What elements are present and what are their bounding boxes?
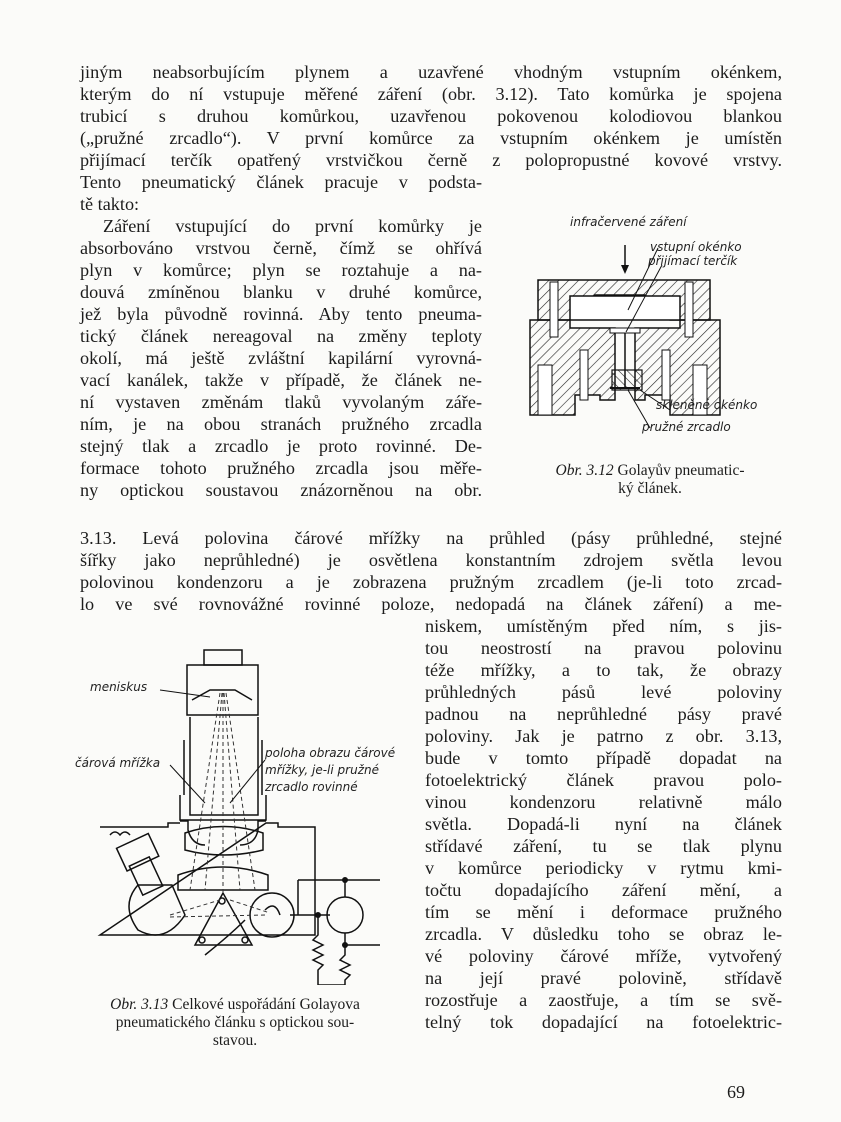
text-line: trubicí s druhou komůrkou, uzavřenou pokovenou kolodiovou blankou xyxy=(80,106,782,126)
text-line: polovinou kondenzoru a je zobrazena pružným zrcadlem (je-li toto zrcad- xyxy=(80,572,782,592)
text-line: Tento pneumatický článek pracuje v podsta- xyxy=(80,172,482,192)
text-line: světla. Dopadá-li nyní na článek xyxy=(425,814,782,834)
text-line: střídavé záření, tu se tlak plynu xyxy=(425,836,782,856)
text-line: jiným neabsorbujícím plynem a uzavřené vhodným vstupním okénkem, xyxy=(80,62,782,82)
text-line: telný tok dopadající na fotoelektric- xyxy=(425,1012,782,1032)
caption-text: ký článek. xyxy=(618,480,682,497)
label-entry-window: vstupní okénko xyxy=(650,240,742,254)
label-elastic-mirror: pružné zrcadlo xyxy=(642,420,731,434)
text-line: plyn v komůrce; plyn se roztahuje a na- xyxy=(80,260,482,280)
text-line: kterým do ní vstupuje měřené záření (obr. 3.12). Tato komůrka je spojena xyxy=(80,84,782,104)
text-line: na její pravé polovině, střídavě xyxy=(425,968,782,988)
text-line: ní vystaven změnám tlaků vyvolaným záře- xyxy=(80,392,482,412)
text-line: niskem, umístěným před ním, s jis- xyxy=(425,616,782,636)
label-image-position-3: zrcadlo rovinné xyxy=(265,780,358,794)
label-image-position-2: mřížky, je-li pružné xyxy=(265,763,379,777)
caption-text: Celkové uspořádání Golayova xyxy=(172,996,360,1013)
text-line: lo ve své rovnovážné rovinné poloze, nedopadá na článek záření) a me- xyxy=(80,594,782,614)
text-line: 3.13. Levá polovina čárové mřížky na průhled (pásy průhledné, stejné xyxy=(80,528,782,548)
text-line: bude v tomto případě dopadat na xyxy=(425,748,782,768)
text-line: vací kanálek, takže v případě, že článek ne- xyxy=(80,370,482,390)
text-line: ny optickou soustavou znázorněnou na obr. xyxy=(80,480,482,500)
figure-caption xyxy=(510,462,790,498)
caption-text: stavou. xyxy=(212,1032,258,1049)
text-line: absorbováno vrstvou černě, čímž se ohřívá xyxy=(80,238,482,258)
text-line: poloviny. Jak je patrno z obr. 3.13, xyxy=(425,726,782,746)
text-line: padnou na neprůhledné pásy pravé xyxy=(425,704,782,724)
text-line: točtu dopadajícího záření mění, a xyxy=(425,880,782,900)
text-line: Záření vstupující do první komůrky je xyxy=(103,216,482,236)
text-line: tou neostrostí na pravou polovinu xyxy=(425,638,782,658)
text-line: zrcadla. V důsledku toho se obraz le- xyxy=(425,924,782,944)
text-line: douvá zmíněnou blanku v druhé komůrce, xyxy=(80,282,482,302)
figure-caption xyxy=(70,996,400,1050)
text-line: ním, je na obou stranách pružného zrcadla xyxy=(80,414,482,434)
caption-prefix: Obr. 3.13 xyxy=(110,996,169,1013)
text-line: tický článek nereagoval na změny teploty xyxy=(80,326,482,346)
text-line: přijímací terčík opatřený vrstvičkou černě z polopropustné kovové vrstvy. xyxy=(80,150,782,170)
text-line: šířky jako neprůhledné) je osvětlena konstantním zdrojem světla levou xyxy=(80,550,782,570)
golay-cell-cross-section-diagram xyxy=(500,210,790,450)
label-glass-window: skleněné okénko xyxy=(656,398,758,412)
label-receiver-target: přijímací terčík xyxy=(648,254,738,268)
text-line: téže mřížky, a to tak, že obrazy xyxy=(425,660,782,680)
text-line: („pružné zrcadlo“). V první komůrce za vstupním okénkem je umístěn xyxy=(80,128,782,148)
text-line: fotoelektrický článek pravou polo- xyxy=(425,770,782,790)
text-line: tě takto: xyxy=(80,194,140,214)
text-line: vinou kondenzoru relativně málo xyxy=(425,792,782,812)
text-line: formace tohoto pružného zrcadla jsou měře- xyxy=(80,458,482,478)
text-line: vé poloviny čárové mříže, vytvořený xyxy=(425,946,782,966)
text-line: rozostřuje a zaostřuje, a tím se svě- xyxy=(425,990,782,1010)
caption-text: Golayův pneumatic- xyxy=(617,462,745,479)
page-number: 69 xyxy=(727,1082,745,1102)
label-infrared-radiation: infračervené záření xyxy=(570,215,687,229)
label-line-grating: čárová mřížka xyxy=(75,756,161,770)
label-image-position-1: poloha obrazu čárové xyxy=(265,746,396,760)
text-line: v komůrce periodicky v rytmu kmi- xyxy=(425,858,782,878)
text-line: průhledných pásů levé poloviny xyxy=(425,682,782,702)
text-line: tím se mění i deformace pružného xyxy=(425,902,782,922)
text-line: jež byla původně rovinná. Aby tento pneuma- xyxy=(80,304,482,324)
caption-prefix: Obr. 3.12 xyxy=(555,462,614,479)
label-meniscus: meniskus xyxy=(90,680,148,694)
caption-text: pneumatického článku s optickou sou- xyxy=(115,1014,355,1031)
text-line: okolí, má ještě zvláštní kapilární vyrovná- xyxy=(80,348,482,368)
golay-optical-system-diagram xyxy=(80,645,410,985)
text-line: stejný tlak a zrcadlo je proto rovinné. De- xyxy=(80,436,482,456)
